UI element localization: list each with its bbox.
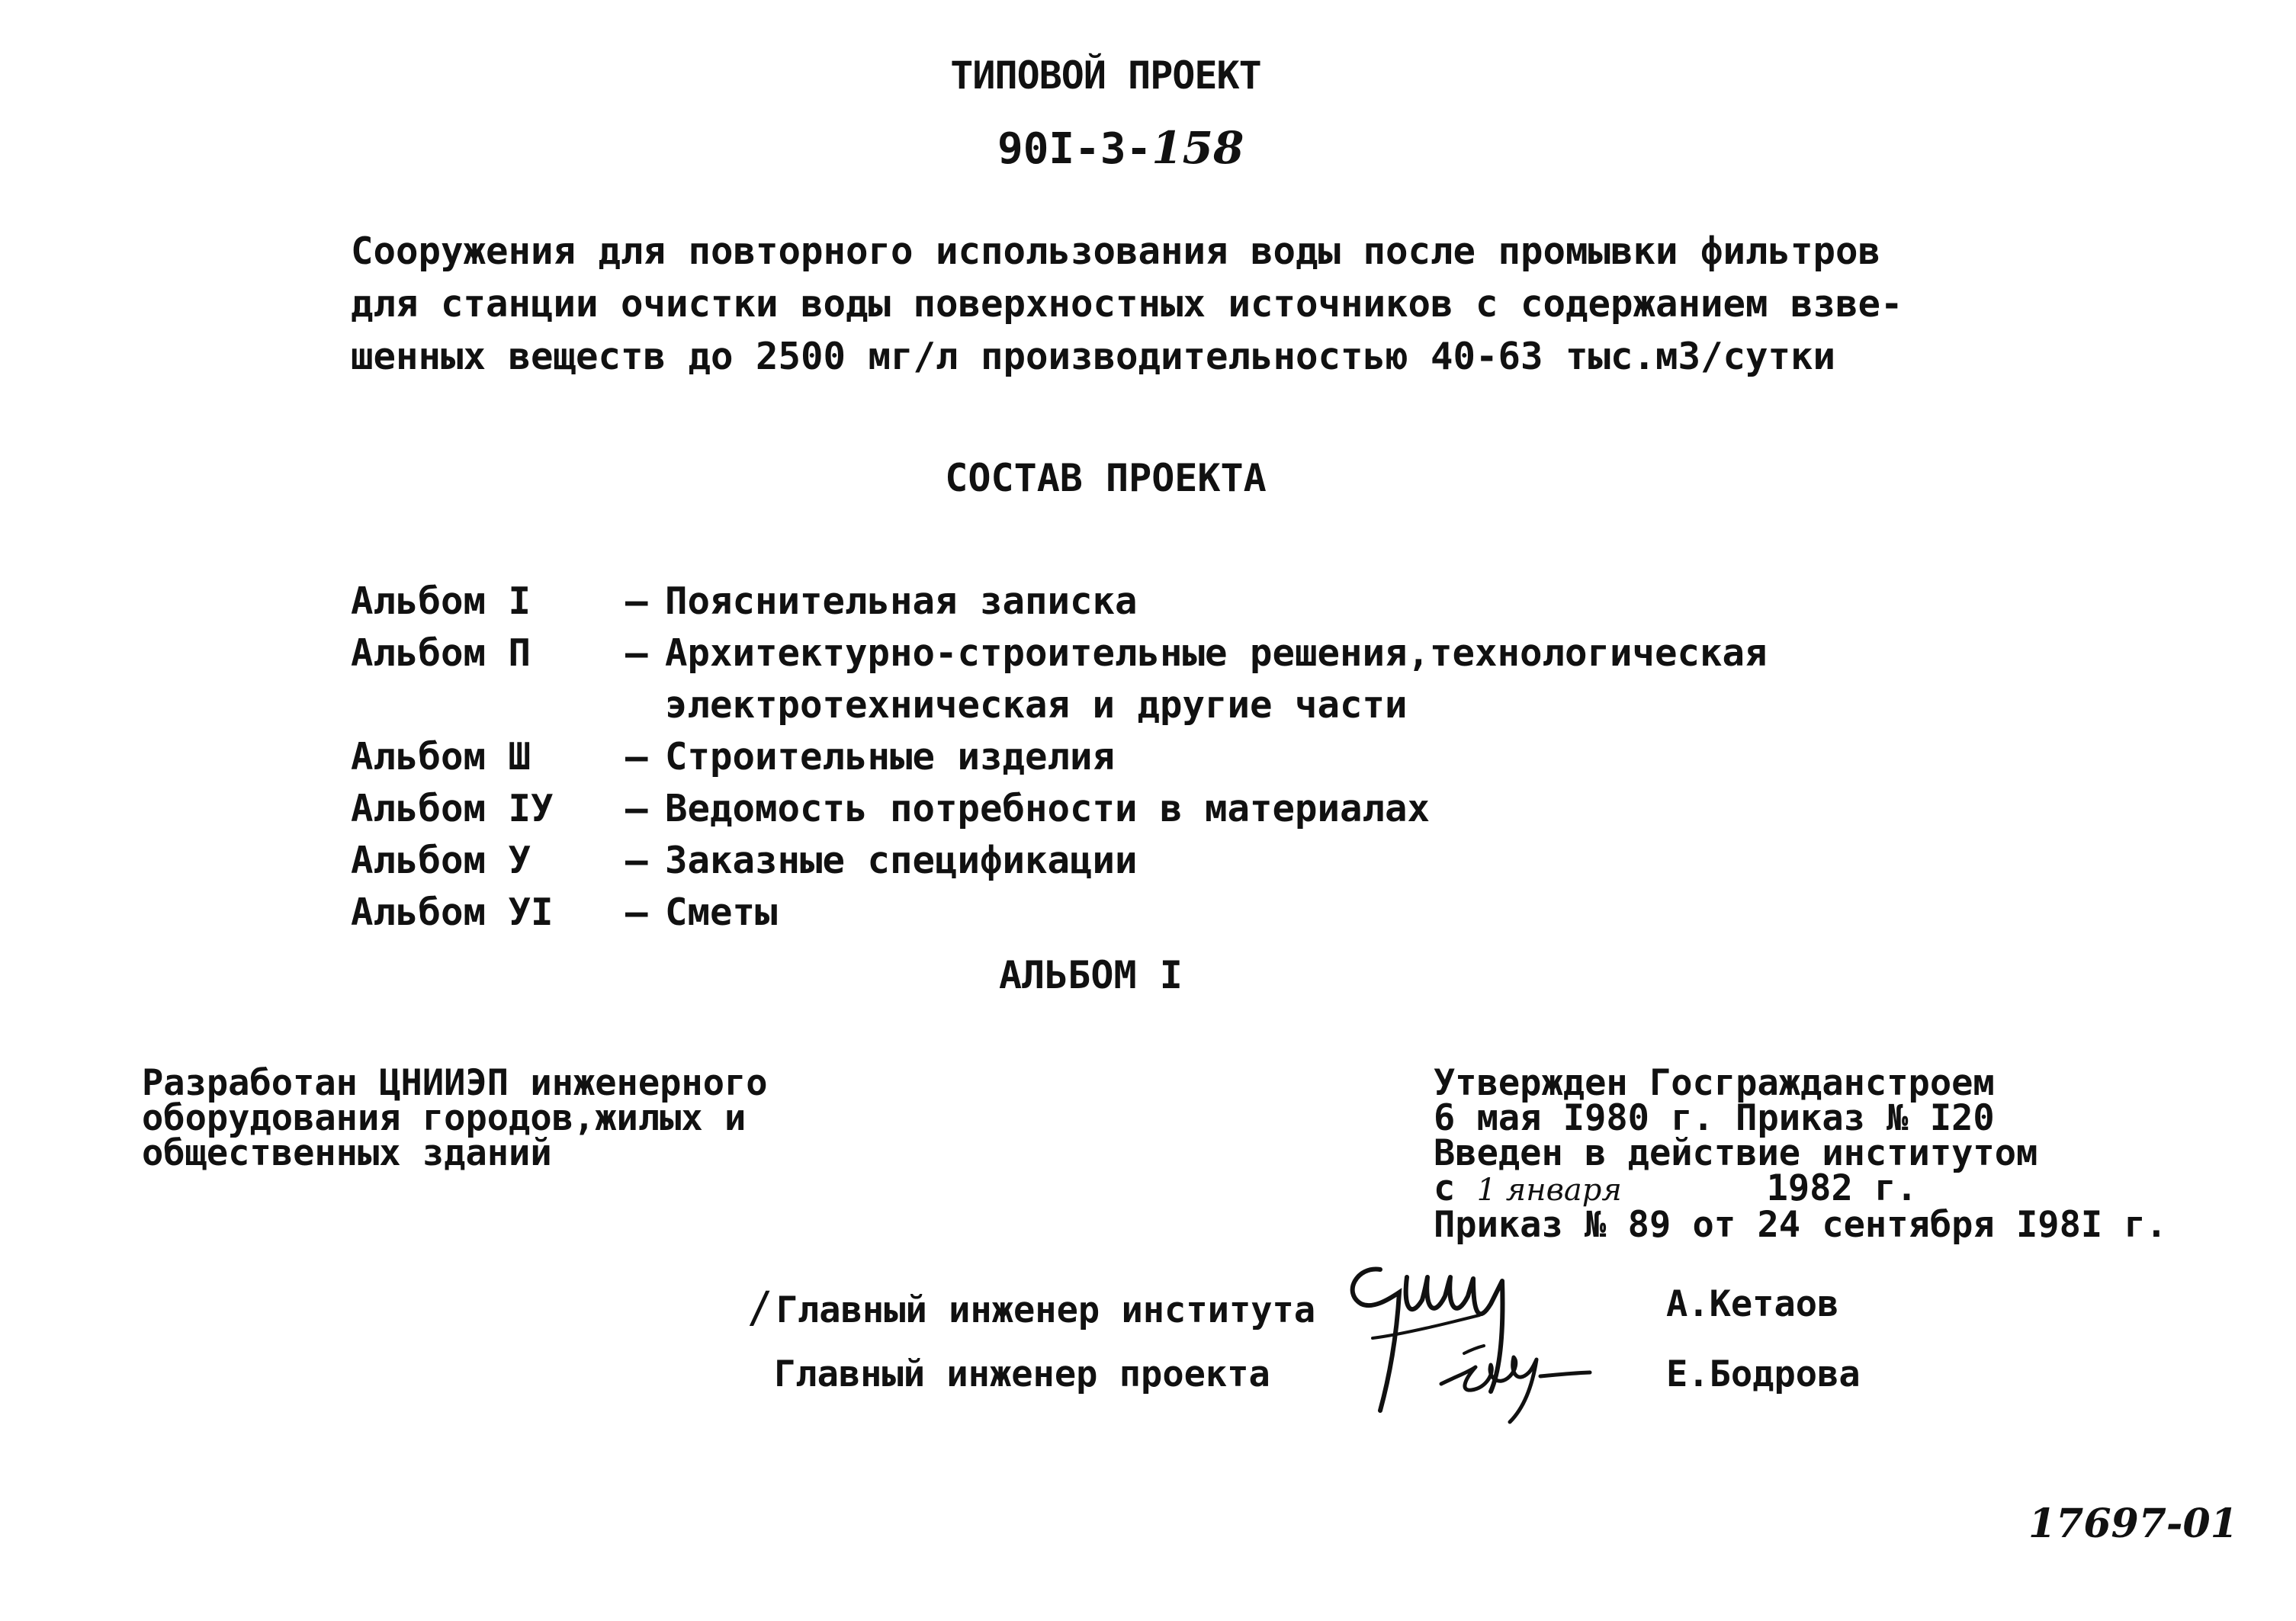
album-description (665, 628, 1768, 731)
album-name: Альбом IУ (351, 787, 554, 830)
project-title-line-2: для станции очистки воды поверхностных источников с содержанием взве- (351, 282, 1903, 326)
album-dash: – (625, 631, 648, 675)
approval-line-1: Утвержден Госгражданстроем (1434, 1062, 1995, 1104)
contents-heading: СОСТАВ ПРОЕКТА (945, 456, 1267, 500)
approval-line-4 (1434, 1167, 2167, 1209)
chief-project-engineer-label: Главный инженер проекта (774, 1353, 1270, 1395)
album-description-line: Ведомость потребности в материалах (665, 787, 1431, 830)
project-number-handwritten-suffix: 158 (1151, 122, 1244, 174)
album-name: Альбом Ш (351, 735, 531, 778)
signature-chief-project-engineer (1434, 1331, 1601, 1430)
album-description-line: Строительные изделия (665, 735, 1116, 778)
album-dash: – (625, 579, 648, 623)
album-dash: – (625, 787, 648, 830)
chief-institute-engineer-label (747, 1283, 1315, 1333)
album-description-line: Архитектурно-строительные решения,технологическая (665, 631, 1768, 675)
album-description (665, 731, 1115, 783)
project-title-line-1: Сооружения для повторного использования воды после промывки фильтров (351, 230, 1881, 273)
approval-line-3: Введен в действие институтом (1434, 1132, 2038, 1174)
approval-date-year: 1982 г. (1766, 1167, 1918, 1209)
project-title-line-3: шенных веществ до 2500 мг/л производительностью 40-63 тыс.м3/сутки (351, 335, 1836, 378)
developer-line-1: Разработан ЦНИИЭП инженерного (142, 1062, 768, 1104)
album-description (665, 835, 1138, 887)
developer-block (142, 1062, 768, 1174)
inventory-number: 17697-01 (2028, 1501, 2238, 1547)
approval-handwritten-date: 1 января (1476, 1173, 1622, 1208)
chief-project-engineer-name: Е.Бодрова (1666, 1353, 1861, 1395)
approval-line-5: Приказ № 89 от 24 сентября I98I г. (1434, 1204, 2168, 1246)
album-heading: АЛЬБОМ I (999, 953, 1183, 997)
album-description (665, 887, 778, 939)
chief-institute-engineer-name: А.Кетаов (1666, 1283, 1839, 1325)
chief-institute-engineer-title: Главный инженер института (776, 1289, 1316, 1331)
developer-line-2: оборудования городов,жилых и (142, 1097, 747, 1139)
album-description-line: Сметы (665, 891, 778, 934)
album-description (665, 783, 1430, 835)
approval-line-2: 6 мая I980 г. Приказ № I20 (1434, 1097, 1995, 1139)
album-description-line: Заказные спецификации (665, 839, 1138, 882)
doc-type-heading: ТИПОВОЙ ПРОЕКТ (950, 53, 1261, 98)
album-description-line: электротехническая и другие части (665, 683, 1408, 727)
approval-date-prefix: с (1434, 1167, 1477, 1209)
album-name: Альбом У (351, 839, 531, 882)
album-description (665, 576, 1138, 628)
handwritten-tick-mark: / (747, 1283, 773, 1333)
project-number (997, 122, 1244, 174)
project-number-prefix: 90I-3- (997, 124, 1152, 174)
developer-line-3: общественных зданий (142, 1132, 552, 1174)
album-description-line: Пояснительная записка (665, 579, 1138, 623)
album-name: Альбом I (351, 579, 531, 623)
album-name: Альбом П (351, 631, 531, 675)
album-dash: – (625, 839, 648, 882)
project-title (351, 225, 1903, 383)
approval-block (1434, 1062, 2168, 1246)
album-dash: – (625, 735, 648, 778)
album-dash: – (625, 891, 648, 934)
album-name: Альбом УI (351, 891, 554, 934)
